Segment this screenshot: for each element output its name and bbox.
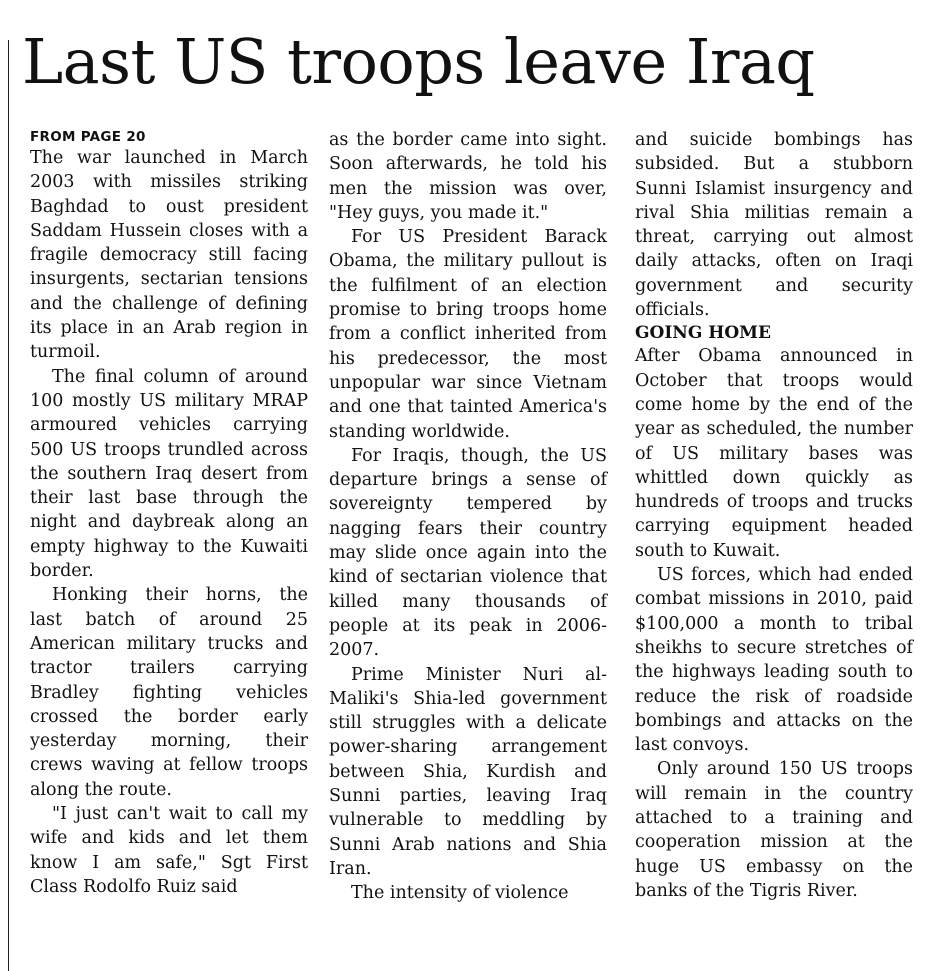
paragraph: After Obama announced in October that troops would come home by the end of the year as scheduled, the number of US military bases was whittled down quickly as hundreds of troops and trucks carrying equipment headed south to Kuwait. — [635, 346, 913, 561]
paragraph-continued: as the border came into sight. Soon afterwards, he told his men the mission was over, "Hey guys, you made it." — [329, 130, 607, 223]
paragraph: Honking their horns, the last batch of around 25 American military trucks and tractor trailers carrying Bradley fighting vehicles crossed the border early yesterday morning, their crews waving at fellow troops along the route. — [30, 585, 308, 800]
section-subhead: GOING HOME — [635, 323, 771, 344]
article-column-3 — [635, 128, 913, 903]
paragraph: "I just can't wait to call my wife and kids and let them know I am safe," Sgt First Class Rodolfo Ruiz said — [30, 804, 308, 897]
paragraph: Prime Minister Nuri al-Maliki's Shia-led government still struggles with a delicate power-sharing arrangement between Shia, Kurdish and Sunni parties, leaving Iraq vulnerable to meddling by Sunni Arab nations and Shia Iran. — [329, 664, 607, 879]
column-rule — [8, 40, 9, 971]
continued-from-label: FROM PAGE 20 — [30, 129, 146, 145]
paragraph: For US President Barack Obama, the military pullout is the fulfilment of an election promise to bring troops home from a conflict inherited from his predecessor, the most unpopular war since Vietnam and one that tainted America's standing worldwide. — [329, 227, 607, 442]
paragraph: For Iraqis, though, the US departure brings a sense of sovereignty tempered by nagging fears their country may slide once again into the kind of sectarian violence that killed many thousands of people at its peak in 2006-2007. — [329, 445, 607, 661]
paragraph: The intensity of violence — [351, 883, 569, 904]
article-column-1 — [30, 128, 308, 899]
headline: Last US troops leave Iraq — [22, 25, 815, 98]
paragraph: The war launched in March 2003 with missiles striking Baghdad to oust president Saddam Hussein closes with a fragile democracy still facing insurgents, sectarian tensions and the challenge of defining its place in an Arab region in turmoil. — [30, 148, 308, 363]
paragraph: Only around 150 US troops will remain in the country attached to a training and cooperation mission at the huge US embassy on the banks of the Tigris River. — [635, 759, 913, 901]
paragraph: The final column of around 100 mostly US military MRAP armoured vehicles carrying 500 US troops trundled across the southern Iraq desert from their last base through the night and daybreak along an empty highway to the Kuwaiti border. — [30, 366, 308, 582]
paragraph: US forces, which had ended combat missions in 2010, paid $100,000 a month to tribal sheikhs to secure stretches of the highways leading south to reduce the risk of roadside bombings and attacks on the last convoys. — [635, 565, 913, 756]
article-column-2 — [329, 128, 607, 906]
paragraph-continued: and suicide bombings has subsided. But a stubborn Sunni Islamist insurgency and rival Shia militias remain a threat, carrying out almost daily attacks, often on Iraqi government and security officials. — [635, 130, 913, 321]
